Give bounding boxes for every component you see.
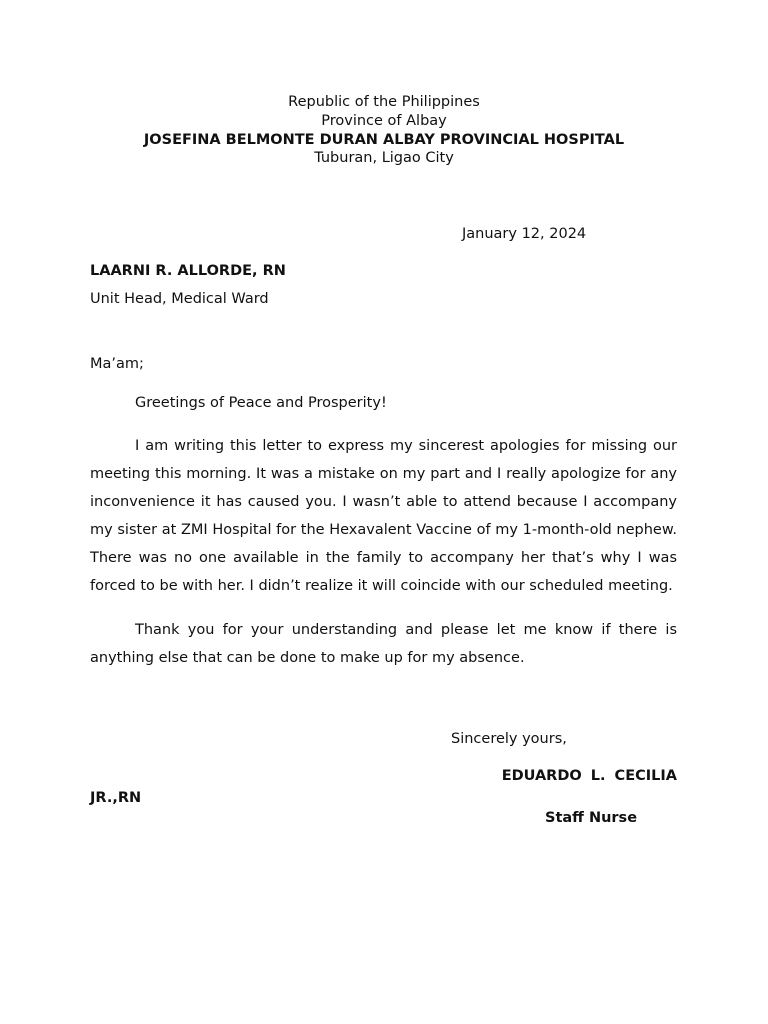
- signatory-name: EDUARDO L. CECILIA: [501, 768, 677, 784]
- letter-date: January 12, 2024: [462, 226, 587, 242]
- header-republic: Republic of the Philippines: [288, 94, 480, 110]
- signatory-name-suffix: JR.,RN: [90, 790, 142, 806]
- recipient-name: LAARNI R. ALLORDE, RN: [90, 263, 286, 279]
- body-paragraph-1: I am writing this letter to express my sincerest apologies for missing our meeting this morning. It was a mistake on my part and I really apologize for any inconvenience it has caused you. I wasn’t able to attend because I accompany my sister at ZMI Hospital for the Hexavalent Vaccine of my 1-month-old nephew. There was no one available in the family to accompany her that’s why I was forced to be with her. I didn’t realize it will coincide with our scheduled meeting.: [90, 438, 677, 594]
- header-address: Tuburan, Ligao City: [314, 150, 454, 166]
- signatory-title: Staff Nurse: [545, 810, 638, 826]
- greeting: Greetings of Peace and Prosperity!: [135, 395, 387, 411]
- body-paragraph-2: Thank you for your understanding and please let me know if there is anything else that can be done to make up for my absence.: [90, 622, 677, 666]
- header-hospital-name: JOSEFINA BELMONTE DURAN ALBAY PROVINCIAL HOSPITAL: [143, 132, 625, 148]
- closing: Sincerely yours,: [451, 731, 567, 747]
- recipient-position: Unit Head, Medical Ward: [90, 291, 269, 307]
- header-province: Province of Albay: [321, 113, 447, 129]
- salutation: Ma’am;: [90, 356, 144, 372]
